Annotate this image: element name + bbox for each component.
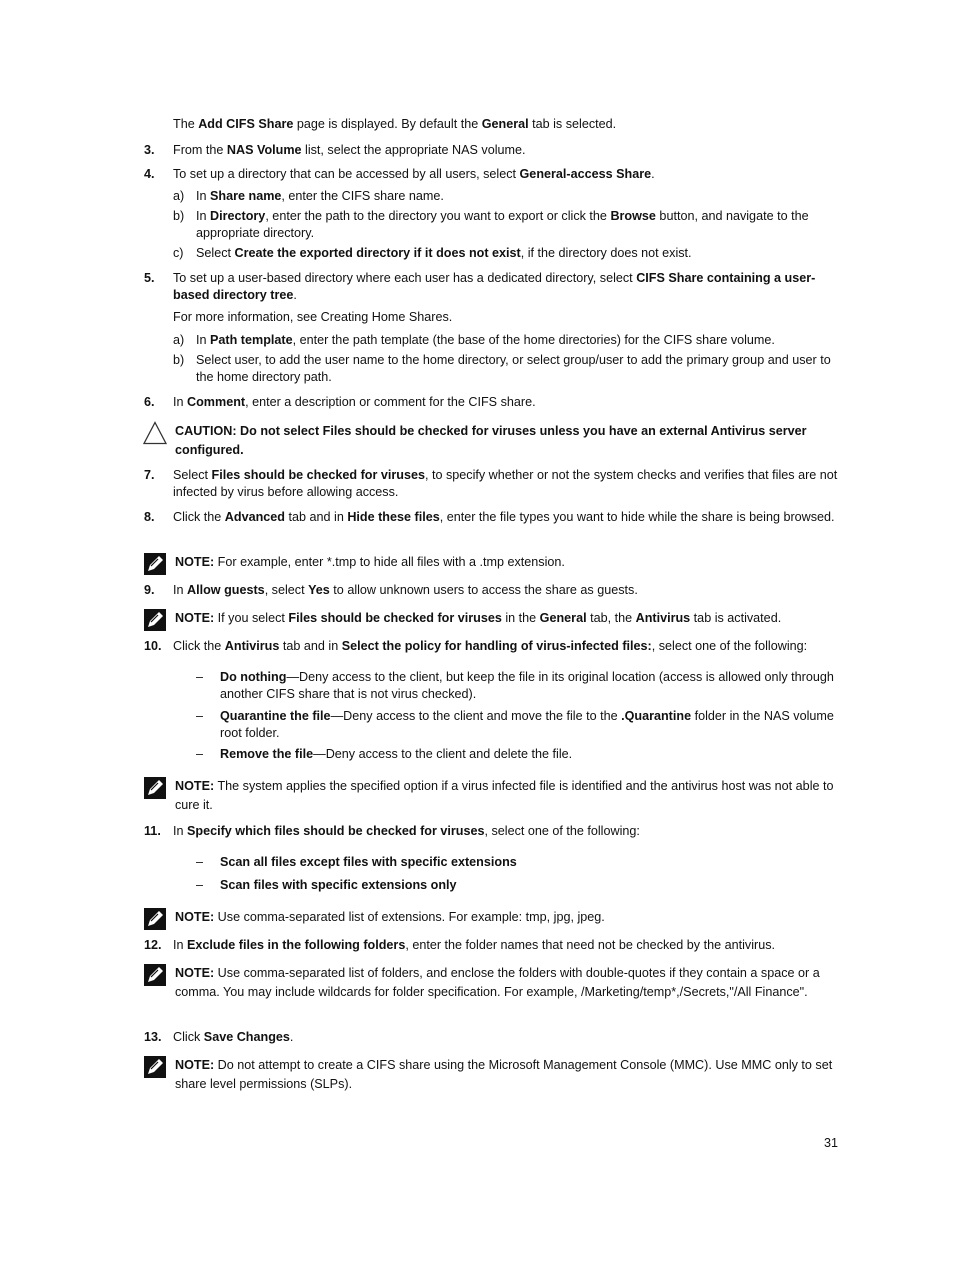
- note-text: NOTE: Use comma-separated list of extensions. For example: tmp, jpg, jpeg.: [175, 910, 605, 924]
- option-scan-all-except: Scan all files except files with specific extensions: [220, 855, 517, 869]
- step-3-text: From the NAS Volume list, select the appropriate NAS volume.: [173, 143, 526, 157]
- step-7-text: Select Files should be checked for viruses, to specify whether or not the system checks and verifies that files are not infected by virus before allowing access.: [173, 468, 838, 499]
- note-text: NOTE: Use comma-separated list of folders, and enclose the folders with double-quotes if they contain a space or a comma. You may include wildcards for folder specification. For example, /Marketing/temp*,/Secrets,"/All Finance".: [175, 966, 820, 999]
- caution-triangle-icon: [143, 421, 167, 445]
- step-number: 9.: [144, 583, 155, 597]
- step-number: 8.: [144, 510, 155, 524]
- step-number: 11.: [144, 824, 161, 838]
- substep-letter: b): [173, 353, 185, 367]
- note-text: NOTE: For example, enter *.tmp to hide all files with a .tmp extension.: [175, 555, 565, 569]
- step-8-text: Click the Advanced tab and in Hide these files, enter the file types you want to hide while the share is being browsed.: [173, 510, 835, 524]
- step-9-text: In Allow guests, select Yes to allow unknown users to access the share as guests.: [173, 583, 638, 597]
- substep-letter: a): [173, 189, 185, 203]
- list-dash: –: [196, 855, 204, 869]
- list-dash: –: [196, 670, 204, 684]
- step-4a-text: In Share name, enter the CIFS share name.: [196, 189, 444, 203]
- step-11-text: In Specify which files should be checked for viruses, select one of the following:: [173, 824, 640, 838]
- step-6-text: In Comment, enter a description or comment for the CIFS share.: [173, 395, 536, 409]
- option-do-nothing: Do nothing—Deny access to the client, but keep the file in its original location (access is allowed only through another CIFS share that is not virus checked).: [220, 670, 834, 701]
- note-pencil-icon: [143, 776, 167, 800]
- list-dash: –: [196, 747, 204, 761]
- step-10-text: Click the Antivirus tab and in Select the policy for handling of virus-infected files:, select one of the following:: [173, 639, 808, 653]
- step-number: 12.: [144, 938, 162, 952]
- option-remove: Remove the file—Deny access to the client and delete the file.: [220, 747, 573, 761]
- note-text: NOTE: Do not attempt to create a CIFS share using the Microsoft Management Console (MMC). Use MMC only to set share level permissions (SLPs).: [175, 1058, 833, 1091]
- option-quarantine: Quarantine the file—Deny access to the client and move the file to the .Quarantine folder in the NAS volume root folder.: [220, 709, 834, 740]
- substep-letter: c): [173, 246, 184, 260]
- intro-paragraph: The Add CIFS Share page is displayed. By default the General tab is selected.: [173, 117, 617, 131]
- option-scan-specific: Scan files with specific extensions only: [220, 878, 457, 892]
- note-pencil-icon: [143, 907, 167, 931]
- step-number: 7.: [144, 468, 155, 482]
- step-number: 4.: [144, 167, 155, 181]
- note-pencil-icon: [143, 963, 167, 987]
- note-pencil-icon: [143, 1055, 167, 1079]
- step-5b-text: Select user, to add the user name to the home directory, or select group/user to add the primary group and user to the home directory path.: [196, 353, 831, 384]
- step-4c-text: Select Create the exported directory if it does not exist, if the directory does not exist.: [196, 246, 692, 260]
- page-number: 31: [823, 1136, 838, 1150]
- step-number: 10.: [144, 639, 162, 653]
- note-text: NOTE: If you select Files should be checked for viruses in the General tab, the Antivirus tab is activated.: [175, 611, 782, 625]
- substep-letter: a): [173, 333, 185, 347]
- step-5-text: To set up a user-based directory where each user has a dedicated directory, select CIFS Share containing a user-based directory tree.: [173, 271, 816, 302]
- substep-letter: b): [173, 209, 185, 223]
- step-number: 6.: [144, 395, 155, 409]
- step-number: 3.: [144, 143, 155, 157]
- step-12-text: In Exclude files in the following folders, enter the folder names that need not be checked by the antivirus.: [173, 938, 775, 952]
- list-dash: –: [196, 878, 204, 892]
- note-pencil-icon: [143, 608, 167, 632]
- note-pencil-icon: [143, 552, 167, 576]
- step-4b-text: In Directory, enter the path to the directory you want to export or click the Browse button, and navigate to the appropriate directory.: [196, 209, 809, 240]
- step-5-info: For more information, see Creating Home Shares.: [173, 310, 453, 324]
- step-4-text: To set up a directory that can be accessed by all users, select General-access Share.: [173, 167, 655, 181]
- step-5a-text: In Path template, enter the path template (the base of the home directories) for the CIFS share volume.: [196, 333, 775, 347]
- list-dash: –: [196, 709, 204, 723]
- step-number: 13.: [144, 1030, 162, 1044]
- caution-text: CAUTION: Do not select Files should be checked for viruses unless you have an external Antivirus server configured.: [175, 424, 807, 457]
- note-text: NOTE: The system applies the specified option if a virus infected file is identified and the antivirus host was not able to cure it.: [175, 779, 834, 812]
- step-13-text: Click Save Changes.: [173, 1030, 294, 1044]
- step-number: 5.: [144, 271, 155, 285]
